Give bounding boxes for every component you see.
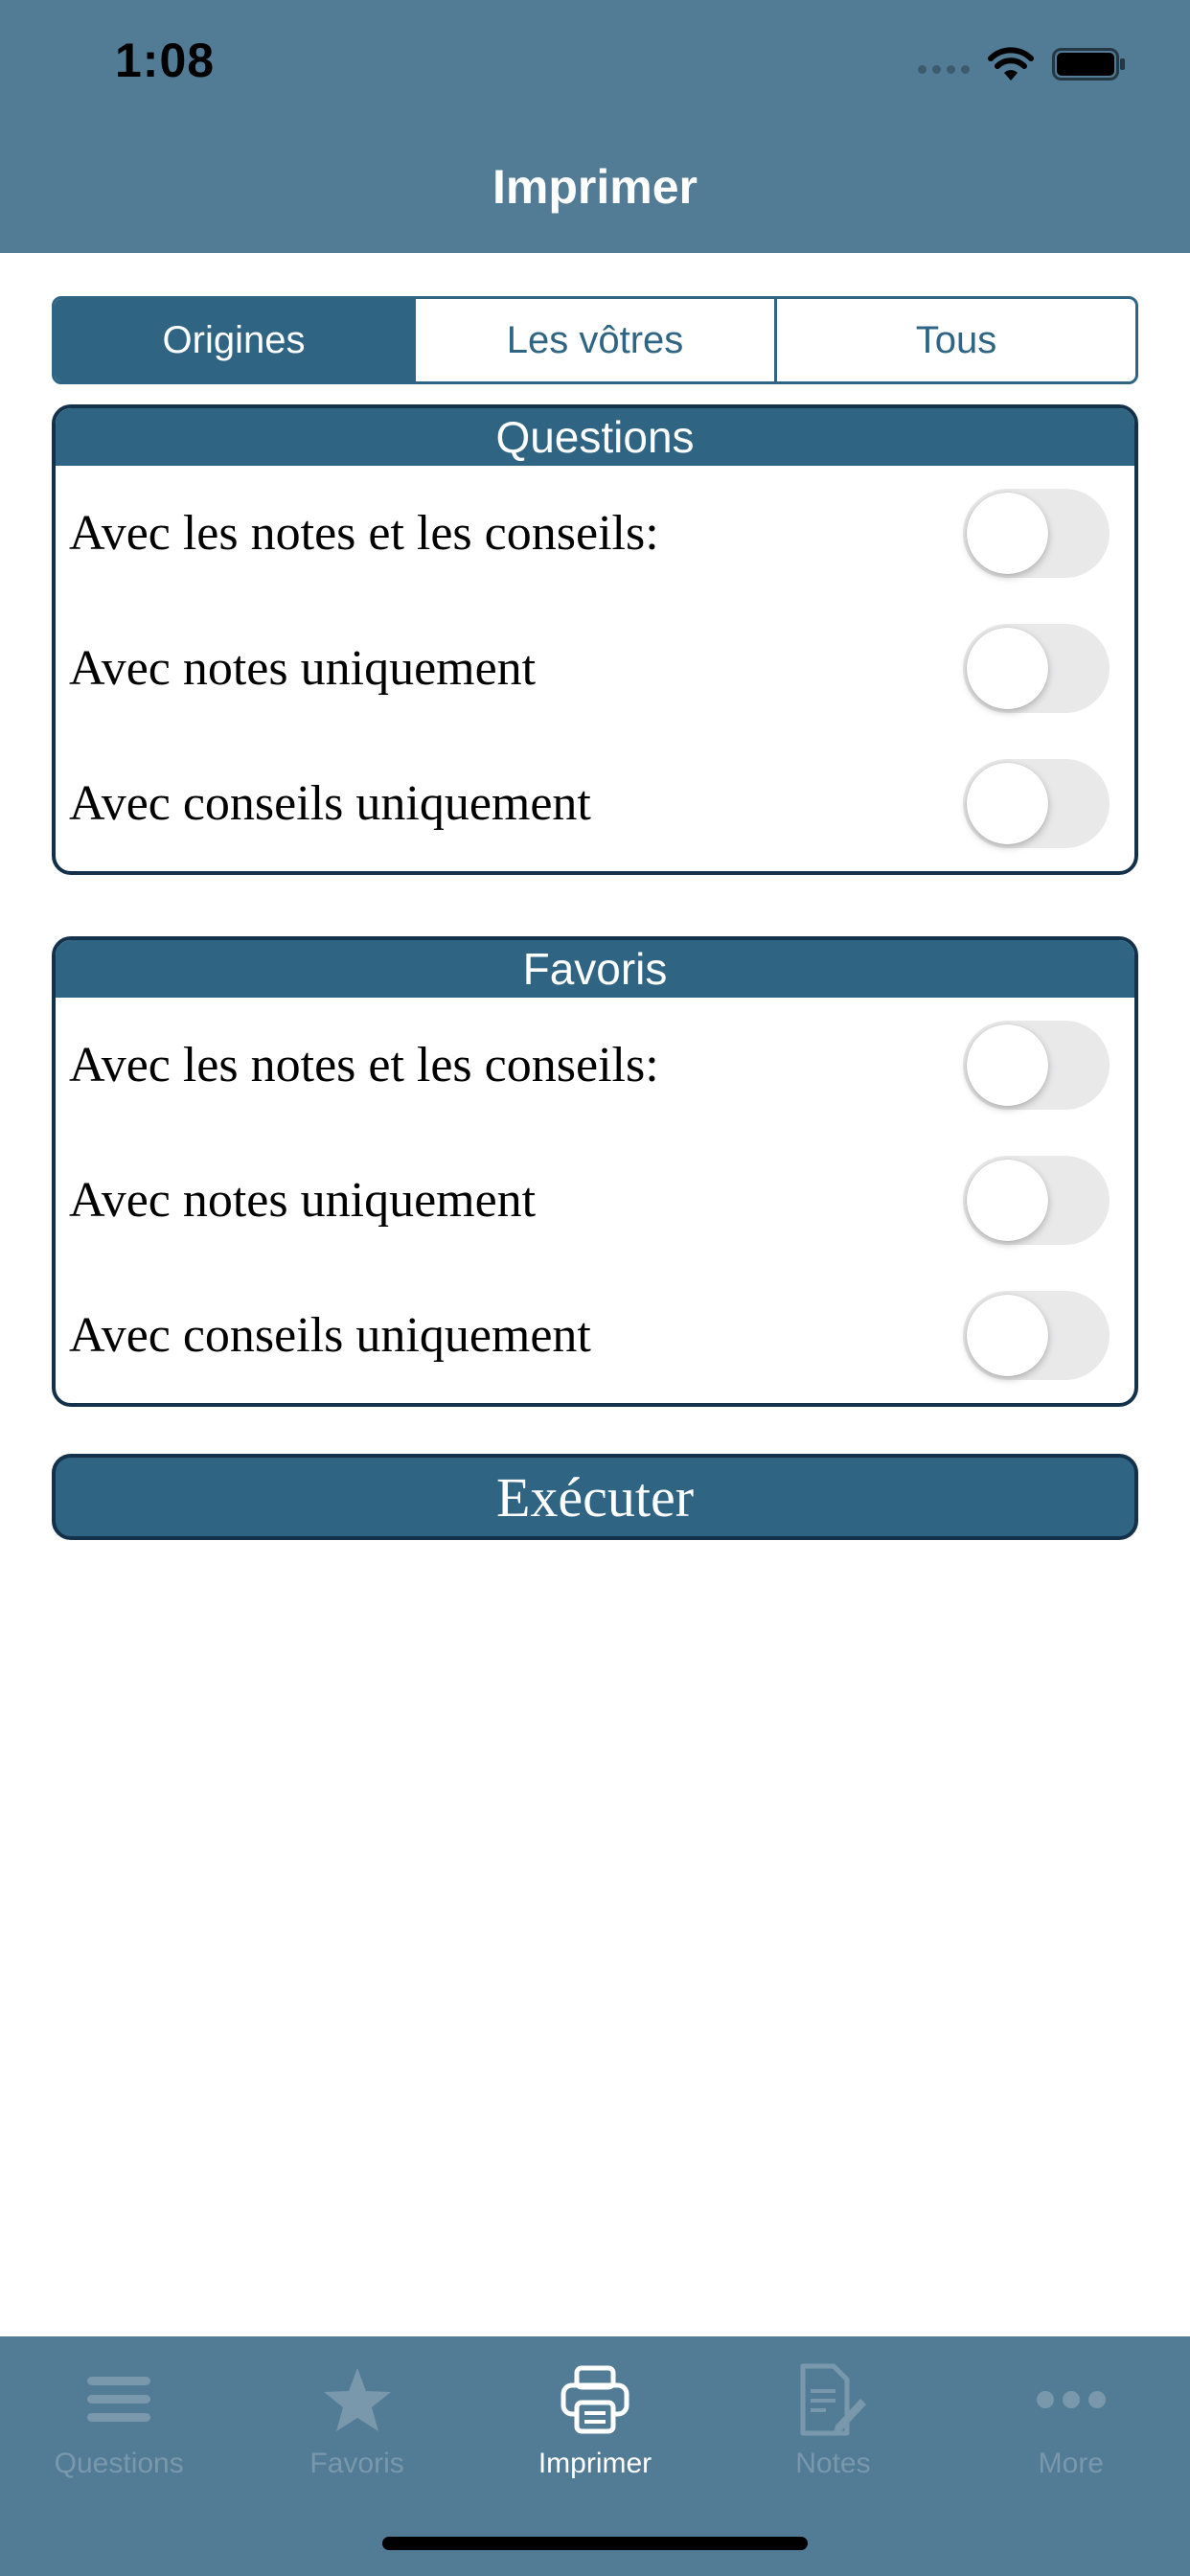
- option-row: [56, 1133, 1134, 1268]
- option-label: Avec notes uniquement: [69, 1173, 537, 1228]
- option-row: [56, 1268, 1134, 1403]
- option-row: [56, 998, 1134, 1133]
- segment-les-votres[interactable]: Les vôtres: [413, 299, 774, 381]
- option-row: [56, 601, 1134, 736]
- status-time: 1:08: [115, 34, 216, 87]
- battery-icon: [1052, 46, 1127, 82]
- cellular-signal-icon: [918, 55, 970, 74]
- questions-card: [52, 404, 1138, 875]
- option-row: [56, 736, 1134, 871]
- status-icons: [918, 42, 1127, 86]
- tab-label: More: [1038, 2448, 1104, 2479]
- tab-label: Favoris: [309, 2448, 404, 2479]
- notes-and-tips-toggle[interactable]: [963, 489, 1110, 578]
- option-label: Avec conseils uniquement: [69, 776, 591, 831]
- page-title: Imprimer: [492, 160, 698, 214]
- favoris-notes-and-tips-toggle[interactable]: [963, 1021, 1110, 1110]
- wifi-icon: [987, 46, 1035, 82]
- favoris-notes-only-toggle[interactable]: [963, 1156, 1110, 1245]
- tab-label: Imprimer: [538, 2448, 652, 2479]
- star-icon: [322, 2361, 393, 2438]
- tab-label: Notes: [795, 2448, 871, 2479]
- option-label: Avec les notes et les conseils:: [69, 506, 659, 561]
- more-dots-icon: [1036, 2361, 1107, 2438]
- tab-more[interactable]: [952, 2336, 1190, 2576]
- segmented-control: [52, 296, 1138, 384]
- option-label: Avec notes uniquement: [69, 641, 537, 696]
- segment-tous[interactable]: Tous: [774, 299, 1135, 381]
- notes-only-toggle[interactable]: [963, 624, 1110, 713]
- printer-icon: [560, 2361, 630, 2438]
- tab-label: Questions: [54, 2448, 184, 2479]
- favoris-tips-only-toggle[interactable]: [963, 1291, 1110, 1380]
- option-label: Avec conseils uniquement: [69, 1308, 591, 1363]
- tab-questions[interactable]: [0, 2336, 238, 2576]
- option-row: [56, 466, 1134, 601]
- favoris-card: [52, 936, 1138, 1407]
- card-title: Questions: [56, 408, 1134, 466]
- segment-origines[interactable]: Origines: [55, 299, 413, 381]
- navigation-bar: [0, 0, 1190, 253]
- card-title: Favoris: [56, 940, 1134, 998]
- tips-only-toggle[interactable]: [963, 759, 1110, 848]
- list-icon: [85, 2361, 152, 2438]
- option-label: Avec les notes et les conseils:: [69, 1038, 659, 1092]
- home-indicator: [382, 2537, 808, 2550]
- execute-button[interactable]: Exécuter: [52, 1454, 1138, 1540]
- note-pencil-icon: [797, 2361, 868, 2438]
